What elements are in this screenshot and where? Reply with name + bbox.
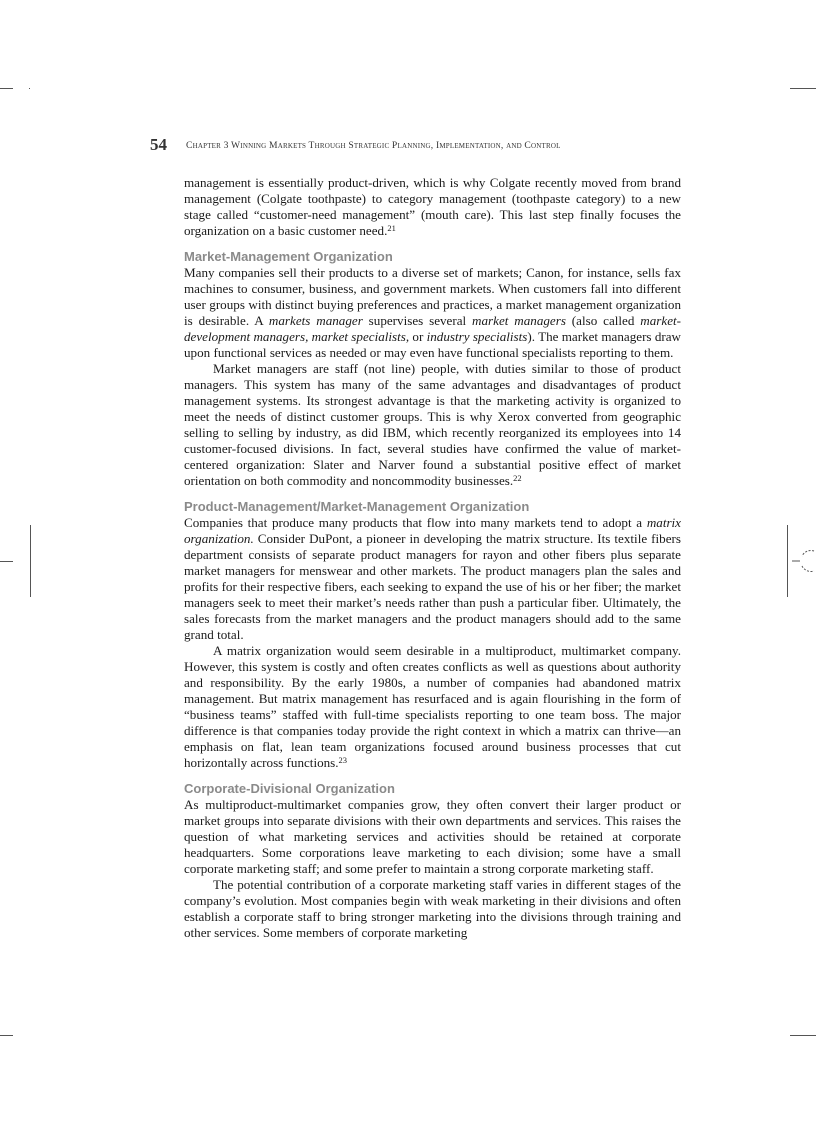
crop-mark <box>790 1035 816 1036</box>
paragraph: management is essentially product-driven, which is why Colgate recently moved from brand management (Colgate toothpaste) to category management (toothpaste category) to a new stage called “customer-need management” (mouth care). This last step finally focuses the organization on a basic customer need.$^{21}$ <box>184 175 681 238</box>
paragraph: Market managers are staff (not line) people, with duties similar to those of product managers. This system has many of the same advantages and disadvantages of product management systems. Its strongest advantage is that the marketing activity is organized to meet the needs of distinct customer groups. This is why Xerox converted from geographic selling to selling by industry, as did IBM, which recently reorganized its employees into 14 customer-focused divisions. In fact, several studies have confirmed the value of market-centered organization: Slater and Narver found a substantial positive effect of market orientation on both commodity and noncommodity businesses.$^{22}$ <box>184 361 681 488</box>
crop-mark <box>787 525 788 597</box>
crop-mark <box>0 1035 13 1036</box>
running-head: Chapter 3 Winning Markets Through Strategic Planning, Implementation, and Control <box>186 140 561 151</box>
footnote-ref: 21 <box>387 223 396 233</box>
crop-mark <box>0 561 13 562</box>
section-heading: Corporate-Divisional Organization <box>184 781 395 796</box>
footnote-ref: 22 <box>513 473 522 483</box>
section-heading: Product-Management/Market-Management Organization <box>184 499 530 514</box>
crop-mark <box>0 88 13 89</box>
body-text <box>184 175 681 941</box>
footnote-ref: 23 <box>338 755 348 765</box>
paragraph: A matrix organization would seem desirable in a multiproduct, multimarket company. However, this system is costly and often creates conflicts as well as questions about authority and responsibility. By the early 1980s, a number of companies had abandoned matrix management. But matrix management has resurfaced and is again flourishing in the form of “business teams” staffed with full-time specialists reporting to one team boss. The major difference is that companies today provide the right context in which a matrix can thrive—an emphasis on flat, lean team organizations focused around business processes that cut horizontally across functions.$^{23}$ <box>184 643 681 770</box>
paragraph: The potential contribution of a corporate marketing staff varies in different stages of the company’s evolution. Most companies begin with weak marketing in their divisions and often establish a corporate staff to bring stronger marketing into the divisions through training and other services. Some members of corporate marketing <box>184 877 681 940</box>
page-header <box>150 135 681 158</box>
paragraph: Many companies sell their products to a diverse set of markets; Canon, for instance, sells fax machines to consumer, business, and government markets. When customers fall into different user groups with distinct buying preferences and practices, a market management organization is desirable. A markets manager supervises several market managers (also called market-development managers, market specialists, or industry specialists). The market managers draw upon functional services as needed or may even have functional specialists reporting to them. <box>184 265 682 360</box>
crop-mark <box>790 88 816 89</box>
crop-mark <box>29 88 30 89</box>
crop-mark <box>30 525 31 597</box>
section-heading: Market-Management Organization <box>184 249 393 264</box>
page-number: 54 <box>150 135 167 154</box>
paragraph: Companies that produce many products that flow into many markets tend to adopt a matrix organization. Consider DuPont, a pioneer in developing the matrix structure. Its textile fibers department consists of separate product managers for rayon and other fibers plus separate market managers for menswear and other markets. The product managers plan the sales and profits for their respective fibers, each seeking to expand the use of his or her fiber; the market managers seek to meet their market’s needs rather than push a particular fiber. Ultimately, the sales forecasts from the market managers and the product managers should add to the same grand total. <box>184 515 681 642</box>
registration-mark <box>792 547 816 577</box>
paragraph: As multiproduct-multimarket companies grow, they often convert their larger product or market groups into separate divisions with their own departments and services. This raises the question of what marketing services and activities should be retained at corporate headquarters. Some corporations leave marketing to each division; some have a small corporate marketing staff; and some prefer to maintain a strong corporate marketing staff. <box>184 797 681 876</box>
